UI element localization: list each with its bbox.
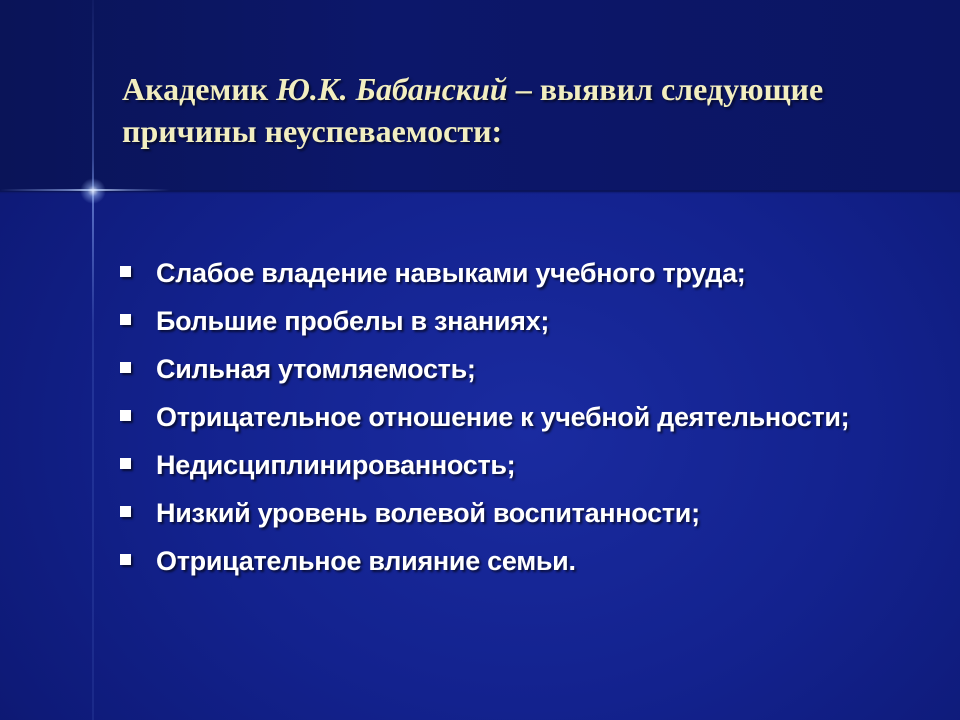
reasons-list xyxy=(118,256,898,592)
list-item xyxy=(118,352,898,386)
light-cross-icon xyxy=(80,178,106,204)
square-bullet-icon xyxy=(120,314,131,325)
list-item xyxy=(118,304,898,338)
list-item xyxy=(118,256,898,290)
square-bullet-icon xyxy=(120,410,131,421)
title-part-1: Академик xyxy=(122,71,277,107)
list-item xyxy=(118,448,898,482)
title-author-name: Ю.К. Бабанский xyxy=(276,71,508,107)
decorative-vertical-line xyxy=(92,0,94,720)
title-part-2: – выявил следующие причины неуспеваемости: xyxy=(122,71,824,149)
list-item-text: Слабое владение навыками учебного труда; xyxy=(156,258,746,288)
list-item-text: Большие пробелы в знаниях; xyxy=(156,306,550,336)
list-item xyxy=(118,496,898,530)
list-item-text: Недисциплинированность; xyxy=(156,450,516,480)
square-bullet-icon xyxy=(120,506,131,517)
list-item xyxy=(118,400,898,434)
square-bullet-icon xyxy=(120,554,131,565)
list-item xyxy=(118,544,898,578)
list-item-text: Низкий уровень волевой воспитанности; xyxy=(156,498,700,528)
square-bullet-icon xyxy=(120,362,131,373)
list-item-text: Отрицательное влияние семьи. xyxy=(156,546,576,576)
slide-title xyxy=(122,68,842,152)
list-item-text: Сильная утомляемость; xyxy=(156,354,476,384)
square-bullet-icon xyxy=(120,458,131,469)
list-item-text: Отрицательное отношение к учебной деятельности; xyxy=(156,402,850,432)
square-bullet-icon xyxy=(120,266,131,277)
